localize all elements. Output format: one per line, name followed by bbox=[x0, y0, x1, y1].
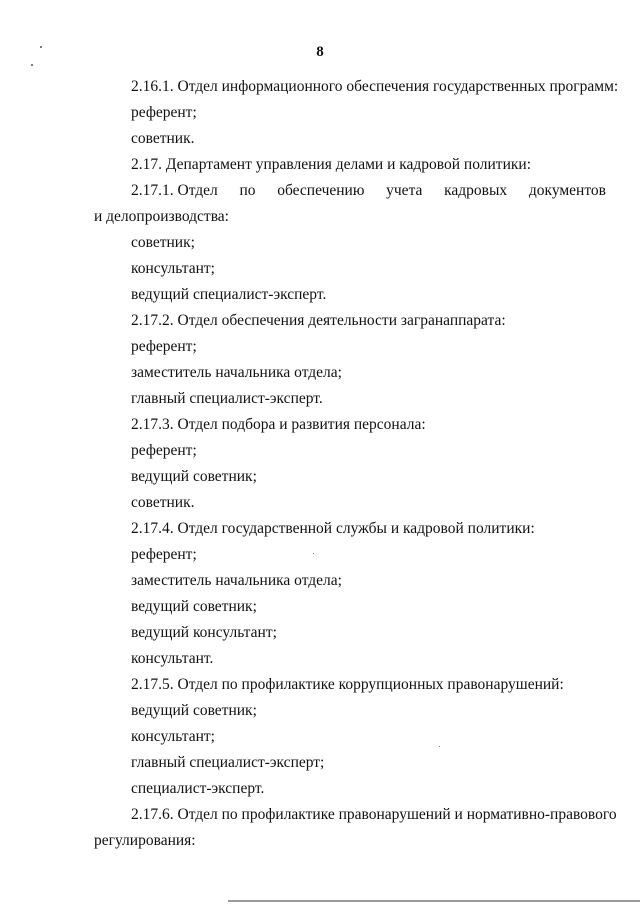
list-item: референт; bbox=[131, 104, 197, 121]
list-item: консультант. bbox=[131, 650, 214, 667]
list-item: заместитель начальника отдела; bbox=[131, 364, 342, 381]
scan-speck bbox=[439, 746, 440, 747]
section-2-17-heading: 2.17. Департамент управления делами и кадровой политики: bbox=[131, 156, 532, 173]
list-item: советник. bbox=[131, 494, 195, 511]
word: 2.17.1. Отдел bbox=[131, 182, 218, 199]
page-number: 8 bbox=[316, 44, 324, 60]
list-item: консультант; bbox=[131, 728, 215, 745]
list-item: специалист-эксперт. bbox=[131, 780, 265, 797]
list-item: ведущий консультант; bbox=[131, 624, 277, 641]
scan-speck bbox=[40, 46, 42, 48]
scan-speck bbox=[313, 553, 314, 554]
list-item: главный специалист-эксперт; bbox=[131, 754, 325, 771]
section-2-17-4-heading: 2.17.4. Отдел государственной службы и кадровой политики: bbox=[131, 520, 535, 537]
section-2-17-6-heading-continuation: регулирования: bbox=[94, 832, 196, 849]
scan-edge-line bbox=[228, 900, 640, 902]
section-2-17-1-heading bbox=[131, 182, 606, 200]
section-2-16-1-heading: 2.16.1. Отдел информационного обеспечения государственных программ: bbox=[131, 78, 619, 95]
word: документов bbox=[528, 182, 606, 199]
word: учета bbox=[386, 182, 423, 199]
scan-speck bbox=[31, 64, 33, 66]
word: обеспечению bbox=[277, 182, 365, 199]
list-item: ведущий советник; bbox=[131, 598, 257, 615]
section-2-17-6-heading: 2.17.6. Отдел по профилактике правонарушений и нормативно-правового bbox=[131, 806, 617, 823]
word: кадровых bbox=[444, 182, 508, 199]
list-item: консультант; bbox=[131, 260, 215, 277]
section-2-17-2-heading: 2.17.2. Отдел обеспечения деятельности загранаппарата: bbox=[131, 312, 506, 329]
list-item: главный специалист-эксперт. bbox=[131, 390, 323, 407]
list-item: референт; bbox=[131, 546, 197, 563]
list-item: заместитель начальника отдела; bbox=[131, 572, 342, 589]
list-item: советник. bbox=[131, 130, 195, 147]
list-item: советник; bbox=[131, 234, 195, 251]
list-item: ведущий советник; bbox=[131, 468, 257, 485]
list-item: ведущий советник; bbox=[131, 702, 257, 719]
list-item: референт; bbox=[131, 338, 197, 355]
word: по bbox=[239, 182, 256, 199]
section-2-17-1-heading-continuation: и делопроизводства: bbox=[94, 208, 229, 225]
section-2-17-3-heading: 2.17.3. Отдел подбора и развития персонала: bbox=[131, 416, 426, 433]
section-2-17-5-heading: 2.17.5. Отдел по профилактике коррупционных правонарушений: bbox=[131, 676, 564, 693]
list-item: ведущий специалист-эксперт. bbox=[131, 286, 327, 303]
list-item: референт; bbox=[131, 442, 197, 459]
